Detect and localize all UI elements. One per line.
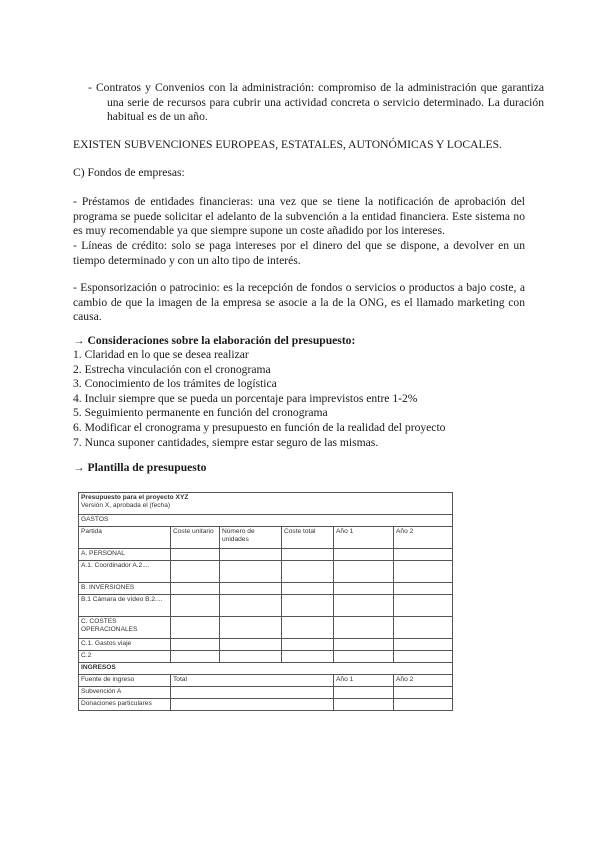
row-label: B. INVERSIONES — [79, 583, 171, 595]
prestamos-paragraph: - Préstamos de entidades financieras: una vez que se tiene la notificación de aprobación del programa se puede solicitar el adelanto de la subvención a la entidad financiera. Este sistema no es muy recomendable ya que siempre supone un coste añadido por los intereses. — [73, 195, 525, 238]
list-item: 4. Incluir siempre que se pueda un porcentaje para imprevistos entre 1-2% — [73, 391, 418, 405]
table-row — [79, 651, 453, 663]
column-header: Año 1 — [334, 527, 394, 549]
list-item: 1. Claridad en lo que se desea realizar — [73, 348, 249, 361]
subventions-line: EXISTEN SUBVENCIONES EUROPEAS, ESTATALES, AUTONÓMICAS Y LOCALES. — [73, 138, 502, 151]
list-item: 7. Nunca suponer cantidades, siempre estar seguro de las mismas. — [73, 435, 379, 449]
table-title: Presupuesto para el proyecto XYZ — [81, 494, 189, 501]
list-item: 6. Modificar el cronograma y presupuesto en función de la realidad del proyecto — [73, 420, 446, 434]
table-row — [79, 583, 453, 595]
table-title-cell — [79, 493, 453, 515]
row-label: Donaciones particulares — [79, 699, 171, 711]
section-c-title: C) Fondos de empresas: — [73, 166, 185, 179]
column-header: Año 1 — [334, 675, 394, 687]
table-row — [79, 561, 453, 583]
table-row — [79, 595, 453, 617]
column-header: Año 2 — [394, 527, 453, 549]
row-label: B.1 Cámara de vídeo B.2.... — [79, 595, 171, 617]
row-label: C.2 — [79, 651, 171, 663]
row-label: A. PERSONAL — [79, 549, 171, 561]
row-label: C.1. Gastos viaje — [79, 639, 171, 651]
column-header: Total — [171, 675, 334, 687]
gastos-label: GASTOS — [79, 515, 453, 527]
list-item: 2. Estrecha vinculación con el cronograma — [73, 362, 271, 376]
lineas-credito-paragraph: - Líneas de crédito: solo se paga intereses por el dinero del que se dispone, a devolver en un tiempo determinado y con un alto tipo de interés. — [73, 239, 525, 267]
row-label: Subvención A — [79, 687, 171, 699]
column-header: Año 2 — [394, 675, 453, 687]
column-header: Número de unidades — [220, 527, 282, 549]
table-version: Versión X, aprobada el (fecha) — [81, 502, 171, 509]
template-heading: → Plantilla de presupuesto — [73, 461, 207, 474]
row-label: C. COSTES OPERACIONALES — [79, 617, 171, 639]
table-row — [79, 549, 453, 561]
table-row — [79, 699, 453, 711]
budget-table — [78, 492, 453, 711]
table-row — [79, 617, 453, 639]
column-header: Partida — [79, 527, 171, 549]
column-header: Fuente de ingreso — [79, 675, 171, 687]
table-row — [79, 639, 453, 651]
table-header-row — [79, 527, 453, 549]
row-label: A.1. Coordinador A.2.... — [79, 561, 171, 583]
table-row — [79, 687, 453, 699]
ingresos-header-row — [79, 675, 453, 687]
column-header: Coste unitario — [171, 527, 220, 549]
list-item: 5. Seguimiento permanente en función del cronograma — [73, 406, 328, 420]
intro-bullet: - Contratos y Convenios con la administración: compromiso de la administración que garantiza una serie de recursos para cubrir una actividad concreta o servicio determinado. La duración habitual es de un año. — [88, 81, 544, 124]
ingresos-label: INGRESOS — [79, 663, 453, 675]
esponsorizacion-paragraph: - Esponsorización o patrocinio: es la recepción de fondos o servicios o productos a bajo coste, a cambio de que la imagen de la empresa se asocie a la de la ONG, es el llamado marketing con causa. — [73, 281, 525, 324]
considerations-heading: → Consideraciones sobre la elaboración del presupuesto: — [73, 334, 356, 347]
considerations-list — [73, 348, 525, 450]
list-item: 3. Conocimiento de los trámites de logística — [73, 377, 277, 391]
column-header: Coste total — [282, 527, 334, 549]
